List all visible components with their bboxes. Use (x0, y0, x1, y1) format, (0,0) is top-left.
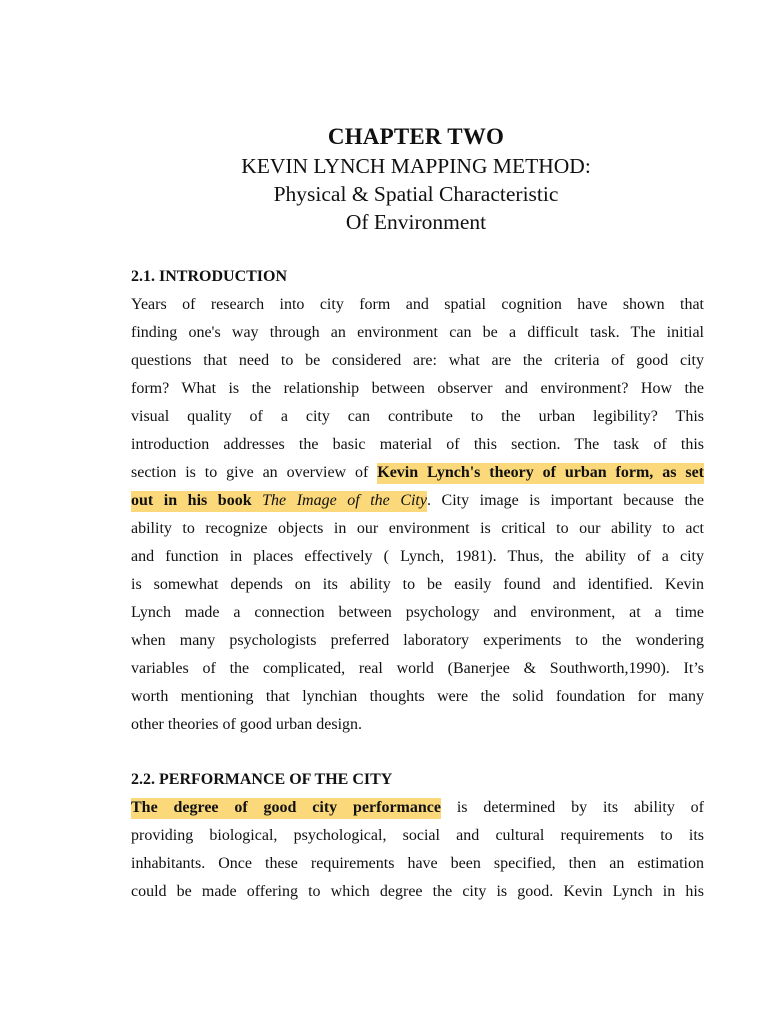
paragraph-line: variables of the complicated, real world (Banerjee & Southworth,1990). It’s (131, 660, 704, 677)
paragraph-line-last: other theories of good urban design. (131, 716, 363, 733)
paragraph-text: is determined by its ability of (440, 799, 704, 816)
highlighted-text: Kevin Lynch's theory of urban form, as set (377, 463, 704, 484)
chapter-title-line-3: Of Environment (345, 210, 487, 234)
paragraph-line: finding one's way through an environment can be a difficult task. The initial (131, 324, 704, 341)
chapter-title-line-2: Physical & Spatial Characteristic (273, 182, 559, 206)
paragraph-line: Years of research into city form and spatial cognition have shown that (131, 296, 704, 313)
chapter-title-line-1: KEVIN LYNCH MAPPING METHOD: (241, 154, 591, 178)
paragraph-line: visual quality of a city can contribute to the urban legibility? This (131, 408, 704, 425)
paragraph-line: Lynch made a connection between psychology and environment, at a time (131, 604, 704, 621)
paragraph-line-highlighted (131, 794, 704, 822)
highlighted-text: The degree of good city performance (131, 798, 441, 819)
section-performance (131, 766, 704, 906)
book-title-italic: The Image of the City (262, 492, 427, 509)
paragraph-line: providing biological, psychological, social and cultural requirements to its (131, 827, 704, 844)
paragraph-line: inhabitants. Once these requirements have been specified, then an estimation (131, 855, 704, 872)
paragraph-line: when many psychologists preferred laboratory experiments to the wondering (131, 632, 704, 649)
paragraph-text: . City image is important because the (426, 492, 704, 509)
section-heading-introduction: 2.1. INTRODUCTION (131, 268, 288, 285)
highlighted-text: out in his book (131, 492, 263, 509)
chapter-title-block (0, 122, 768, 236)
paragraph-line: and function in places effectively ( Lynch, 1981). Thus, the ability of a city (131, 548, 704, 565)
paragraph-text: section is to give an overview of (131, 464, 378, 481)
section-heading-performance: 2.2. PERFORMANCE OF THE CITY (131, 771, 393, 788)
paragraph-line: ability to recognize objects in our environment is critical to our ability to act (131, 520, 704, 537)
paragraph-line: is somewhat depends on its ability to be easily found and identified. Kevin (131, 576, 704, 593)
paragraph-line-highlighted (131, 487, 704, 515)
paragraph-line: introduction addresses the basic material of this section. The task of this (131, 436, 704, 453)
section-introduction (131, 263, 704, 739)
paragraph-line: form? What is the relationship between observer and environment? How the (131, 380, 704, 397)
paragraph-line: worth mentioning that lynchian thoughts were the solid foundation for many (131, 688, 704, 705)
chapter-label: CHAPTER TWO (327, 124, 505, 149)
paragraph-line: questions that need to be considered are: what are the criteria of good city (131, 352, 704, 369)
highlighted-span (131, 491, 427, 512)
paragraph-line-highlighted (131, 459, 704, 487)
paragraph-line: could be made offering to which degree the city is good. Kevin Lynch in his (131, 883, 704, 900)
